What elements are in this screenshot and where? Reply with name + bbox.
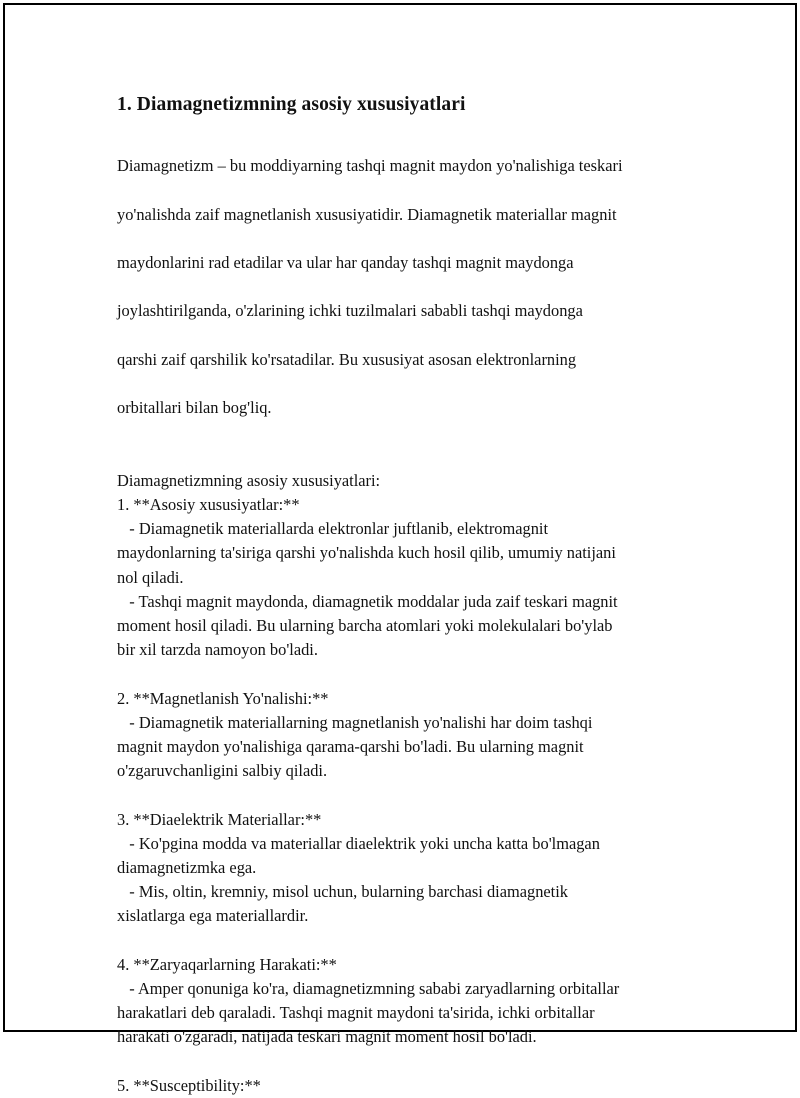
document-heading: 1. Diamagnetizmning asosiy xususiyatlari [117, 94, 466, 115]
list-item-line: nol qiladi. [117, 567, 184, 587]
list-title: Diamagnetizmning asosiy xususiyatlari: [117, 470, 381, 490]
intro-line: qarshi zaif qarshilik ko'rsatadilar. Bu xususiyat asosan elektronlarning [117, 349, 577, 369]
blank-line [117, 929, 697, 953]
list-item-line: o'zgaruvchanligini salbiy qiladi. [117, 761, 328, 781]
list-item-title: 2. **Magnetlanish Yo'nalishi:** [117, 688, 329, 708]
list-item-line: xislatlarga ega materiallardir. [117, 906, 309, 926]
intro-line: maydonlarini rad etadilar va ular har qanday tashqi magnit maydonga [117, 253, 574, 273]
list-item-line: harakatlari deb qaraladi. Tashqi magnit maydoni ta'sirida, ichki orbitallar [117, 1003, 595, 1023]
list-item-line: - Diamagnetik materiallarda elektronlar juftlanib, elektromagnit [117, 519, 548, 539]
list-item-title: 4. **Zaryaqarlarning Harakati:** [117, 954, 337, 974]
intro-line: joylashtirilganda, o'zlarining ichki tuzilmalari sababli tashqi maydonga [117, 301, 583, 321]
intro-line: Diamagnetizm – bu moddiyarning tashqi magnit maydon yo'nalishiga teskari [117, 156, 623, 176]
list-item-line: harakati o'zgaradi, natijada teskari magnit moment hosil bo'ladi. [117, 1027, 537, 1047]
list-item-title: 5. **Susceptibility:** [117, 1075, 261, 1095]
list-item-line: maydonlarning ta'siriga qarshi yo'nalishda kuch hosil qilib, umumiy natijani [117, 543, 616, 563]
list-item-line: bir xil tarzda namoyon bo'ladi. [117, 640, 318, 660]
list-item-line: - Ko'pgina modda va materiallar diaelektrik yoki uncha katta bo'lmagan [117, 833, 600, 853]
list-item-line: - Diamagnetik materiallarning magnetlanish yo'nalishi har doim tashqi [117, 712, 593, 732]
list-item-line: magnit maydon yo'nalishiga qarama-qarshi bo'ladi. Bu ularning magnit [117, 737, 584, 757]
features-list [117, 469, 697, 1098]
list-item-line: diamagnetizmka ega. [117, 858, 257, 878]
list-item-line: - Amper qonuniga ko'ra, diamagnetizmning sababi zaryadlarning orbitallar [117, 979, 620, 999]
intro-line: yo'nalishda zaif magnetlanish xususiyatidir. Diamagnetik materiallar magnit [117, 204, 617, 224]
intro-paragraph [117, 130, 697, 445]
blank-line [117, 1050, 697, 1074]
document-body [117, 92, 697, 1098]
list-item-title: 3. **Diaelektrik Materiallar:** [117, 809, 322, 829]
list-item-line: moment hosil qiladi. Bu ularning barcha atomlari yoki molekulalari bo'ylab [117, 616, 613, 636]
list-item-line: - Tashqi magnit maydonda, diamagnetik moddalar juda zaif teskari magnit [117, 591, 618, 611]
intro-line: orbitallari bilan bog'liq. [117, 398, 272, 418]
blank-line [117, 783, 697, 807]
list-item-title: 1. **Asosiy xususiyatlar:** [117, 495, 300, 515]
blank-line [117, 662, 697, 686]
list-item-line: - Mis, oltin, kremniy, misol uchun, bularning barchasi diamagnetik [117, 882, 568, 902]
